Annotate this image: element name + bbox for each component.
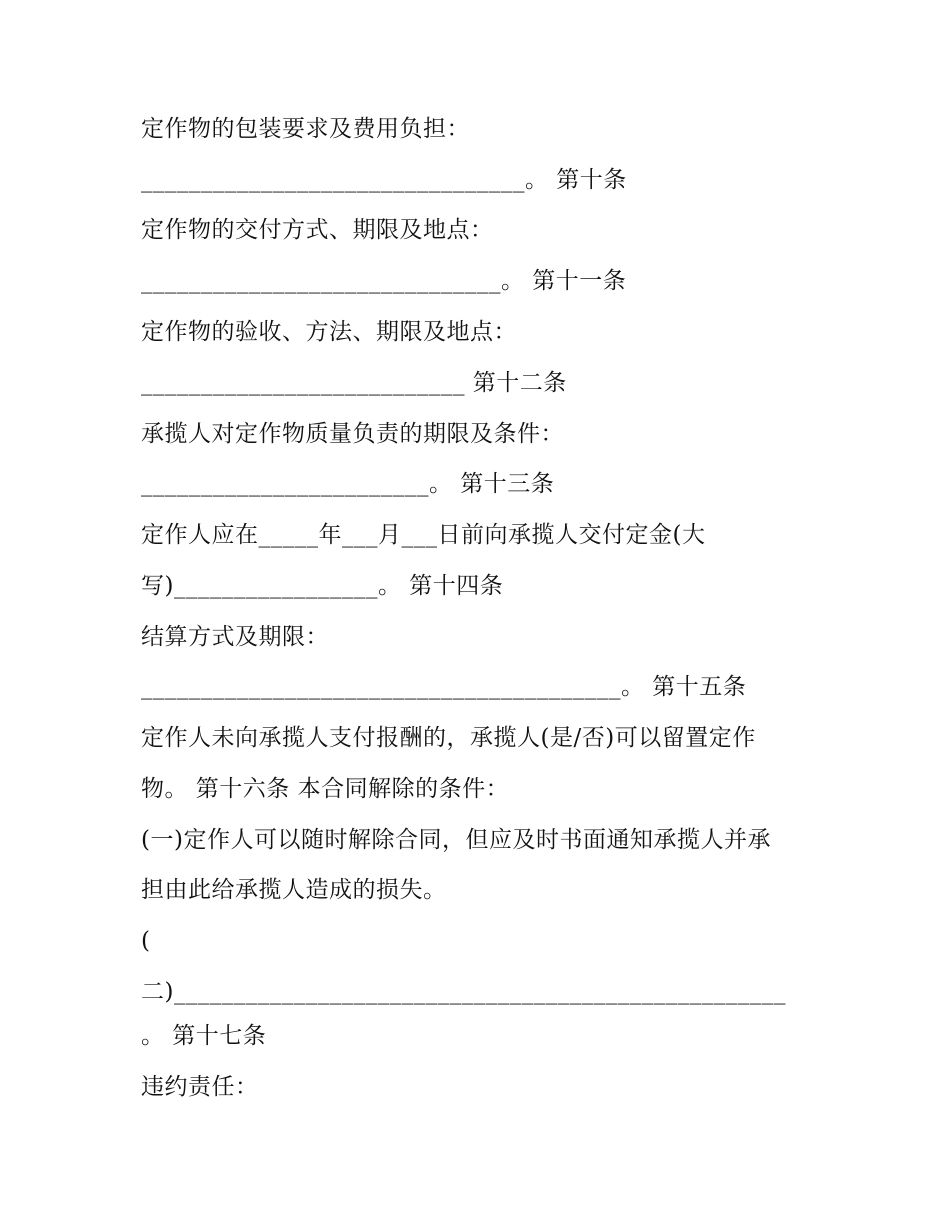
text-line: 定作人应在_____年___月___日前向承揽人交付定金(大 (141, 522, 706, 548)
text-line: ___________________________ 第十二条 (141, 370, 567, 396)
text-line: ________________________________________。 第十五条 (141, 674, 747, 700)
text-line: 定作物的交付方式、期限及地点： (141, 217, 494, 243)
text-line: 定作物的验收、方法、期限及地点： (141, 319, 517, 345)
text-line: (一)定作人可以随时解除合同，但应及时书面通知承揽人并承 (141, 827, 771, 853)
text-line: 结算方式及期限： (141, 624, 329, 650)
text-line: 违约责任： (141, 1074, 259, 1100)
text-line: ________________________________。 第十条 (141, 167, 627, 193)
text-line: ( (141, 928, 151, 954)
text-line: 担由此给承揽人造成的损失。 (141, 877, 447, 903)
text-line: ________________________。 第十三条 (141, 471, 555, 497)
text-line: 物。 第十六条 本合同解除的条件： (141, 776, 510, 802)
text-line: ______________________________。 第十一条 (141, 268, 627, 294)
text-line: 定作物的包装要求及费用负担： (141, 116, 470, 142)
text-line: 二)___________________________________________________ (141, 979, 786, 1005)
text-line: 写)_________________。 第十四条 (141, 573, 504, 599)
text-line: 定作人未向承揽人支付报酬的，承揽人(是/否)可以留置定作 (141, 725, 756, 751)
text-line: 承揽人对定作物质量负责的期限及条件： (141, 421, 564, 447)
text-line: 。 第十七条 (141, 1023, 267, 1049)
